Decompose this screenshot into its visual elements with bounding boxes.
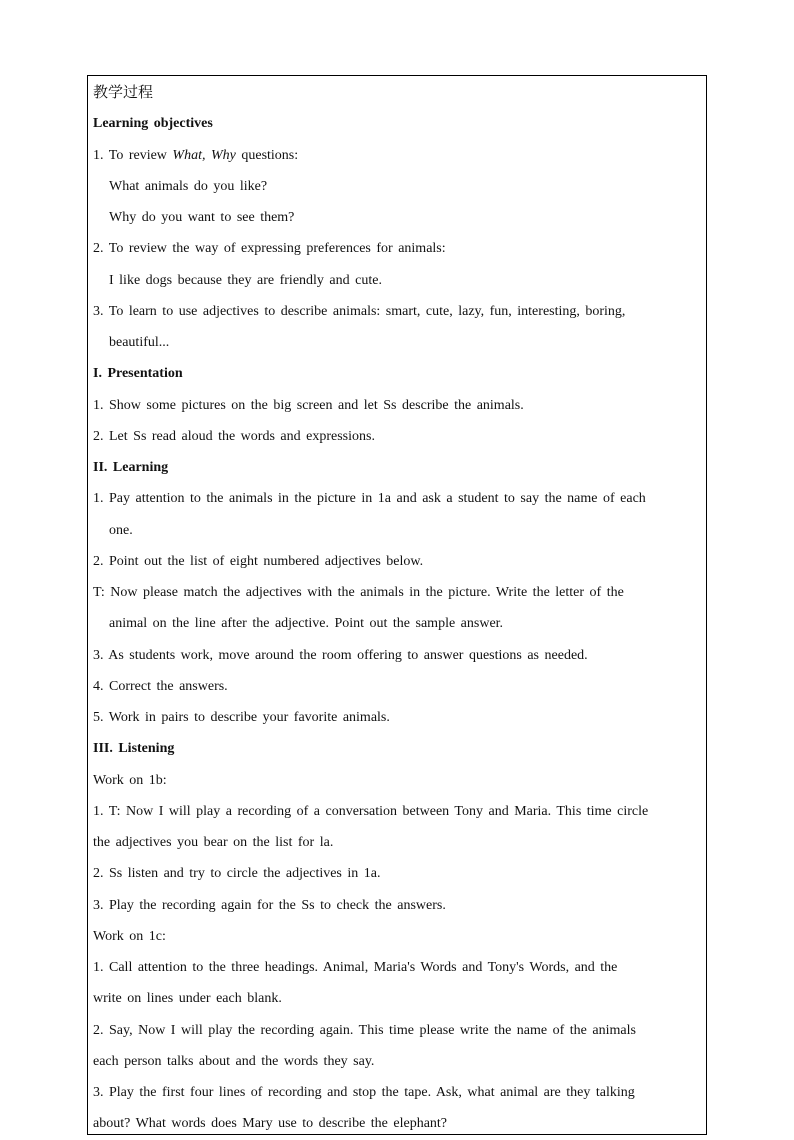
section-title: 教学过程 <box>93 83 154 101</box>
1c-item-1-line-1: 1. Call attention to the three headings. Animal, Maria's Words and Tony's Words, and the <box>93 960 618 975</box>
1c-item-3-line-1: 3. Play the first four lines of recording and stop the tape. Ask, what animal are they talking <box>93 1085 635 1100</box>
learning-item-3: 3. As students work, move around the room offering to answer questions as needed. <box>93 647 588 663</box>
teacher-instruction-line-2: animal on the line after the adjective. Point out the sample answer. <box>109 616 504 632</box>
lesson-content <box>93 77 693 1140</box>
learning-item-1-line-2: one. <box>109 522 133 538</box>
1b-item-1-line-1: 1. T: Now I will play a recording of a conversation between Tony and Maria. This time circle <box>93 803 649 819</box>
objective-1 <box>93 140 693 171</box>
presentation-item: 2. Let Ss read aloud the words and expressions. <box>93 428 375 444</box>
learning-heading: II. Learning <box>93 460 169 475</box>
objective-2-example: I like dogs because they are friendly and cute. <box>109 272 382 288</box>
1c-item-1-line-2: write on lines under each blank. <box>93 991 282 1007</box>
work-on-1b-heading: Work on 1b: <box>93 772 167 788</box>
objective-1-example-1: What animals do you like? <box>109 178 268 194</box>
learning-item-5: 5. Work in pairs to describe your favorite animals. <box>93 710 390 725</box>
1b-item-2: 2. Ss listen and try to circle the adjectives in 1a. <box>93 866 381 882</box>
presentation-heading: I. Presentation <box>93 366 183 382</box>
learning-item-4: 4. Correct the answers. <box>93 678 228 694</box>
objectives-heading: Learning objectives <box>93 116 213 132</box>
learning-item-1-line-1: 1. Pay attention to the animals in the picture in 1a and ask a student to say the name of each <box>93 491 646 507</box>
1c-item-2-line-2: each person talks about and the words they say. <box>93 1053 375 1069</box>
work-on-1c-heading: Work on 1c: <box>93 928 166 944</box>
objective-1-suffix: questions: <box>241 147 299 163</box>
teacher-instruction-line-1: T: Now please match the adjectives with the animals in the picture. Write the letter of the <box>93 585 624 600</box>
objective-3-line-1: 3. To learn to use adjectives to describe animals: smart, cute, lazy, fun, interesting, boring, <box>93 303 626 319</box>
objective-3-line-2: beautiful... <box>109 335 170 350</box>
presentation-item: 1. Show some pictures on the big screen and let Ss describe the animals. <box>93 397 524 413</box>
objective-1-example-2: Why do you want to see them? <box>109 210 295 225</box>
1b-item-3: 3. Play the recording again for the Ss to check the answers. <box>93 897 446 913</box>
learning-item-2: 2. Point out the list of eight numbered adjectives below. <box>93 553 424 569</box>
1b-item-1-line-2: the adjectives you bear on the list for la. <box>93 835 334 850</box>
objective-1-prefix: 1. To review <box>93 147 167 163</box>
listening-heading: III. Listening <box>93 741 175 757</box>
objective-2: 2. To review the way of expressing preferences for animals: <box>93 241 446 257</box>
objective-1-italic: What, Why <box>172 147 236 163</box>
1c-item-3-line-2: about? What words does Mary use to describe the elephant? <box>93 1116 448 1132</box>
1c-item-2-line-1: 2. Say, Now I will play the recording again. This time please write the name of the animals <box>93 1022 636 1038</box>
